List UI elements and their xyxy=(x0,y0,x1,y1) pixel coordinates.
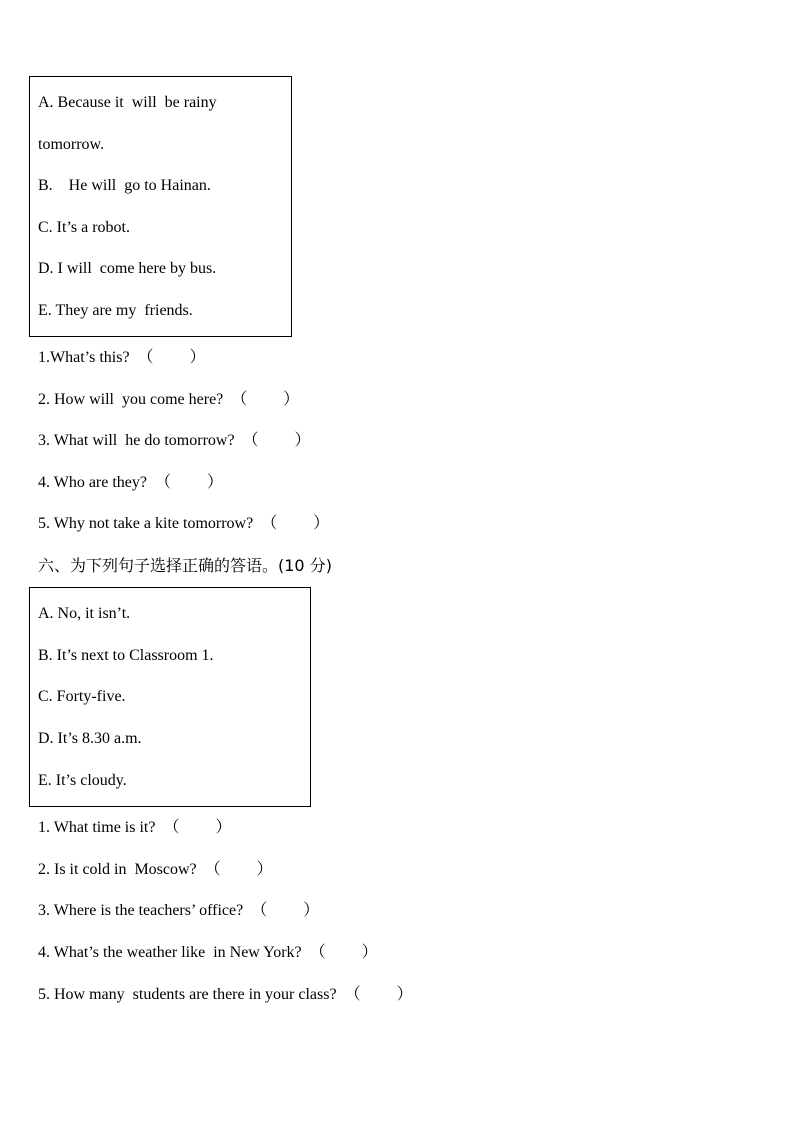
section6-question-4: 4. What’s the weather like in New York? （ ） xyxy=(38,944,378,961)
section6-option-d: D. It’s 8.30 a.m. xyxy=(38,730,142,747)
section5-option-a-cont: tomorrow. xyxy=(38,136,105,153)
section5-option-d: D. I will come here by bus. xyxy=(38,260,217,277)
section6-question-5: 5. How many students are there in your class? （ ） xyxy=(38,986,413,1003)
section5-question-5: 5. Why not take a kite tomorrow? （ ） xyxy=(38,515,330,532)
section5-question-2: 2. How will you come here? （ ） xyxy=(38,391,300,408)
section6-question-2: 2. Is it cold in Moscow? （ ） xyxy=(38,861,273,878)
section5-option-b: B. He will go to Hainan. xyxy=(38,177,211,194)
section6-option-b: B. It’s next to Classroom 1. xyxy=(38,647,214,664)
section5-option-c: C. It’s a robot. xyxy=(38,219,130,236)
section6-option-a: A. No, it isn’t. xyxy=(38,605,131,622)
section6-question-3: 3. Where is the teachers’ office? （ ） xyxy=(38,902,320,919)
section5-question-4: 4. Who are they? （ ） xyxy=(38,474,223,491)
section6-question-1: 1. What time is it? （ ） xyxy=(38,819,232,836)
section6-option-c: C. Forty-five. xyxy=(38,688,126,705)
section5-question-3: 3. What will he do tomorrow? （ ） xyxy=(38,432,311,449)
section5-options-box xyxy=(29,76,292,337)
section6-heading: 六、为下列句子选择正确的答语。(10 分) xyxy=(38,556,332,575)
section5-option-a: A. Because it will be rainy xyxy=(38,94,217,111)
section5-question-1: 1.What’s this? （ ） xyxy=(38,349,206,366)
section5-option-e: E. They are my friends. xyxy=(38,302,193,319)
section6-option-e: E. It’s cloudy. xyxy=(38,772,127,789)
